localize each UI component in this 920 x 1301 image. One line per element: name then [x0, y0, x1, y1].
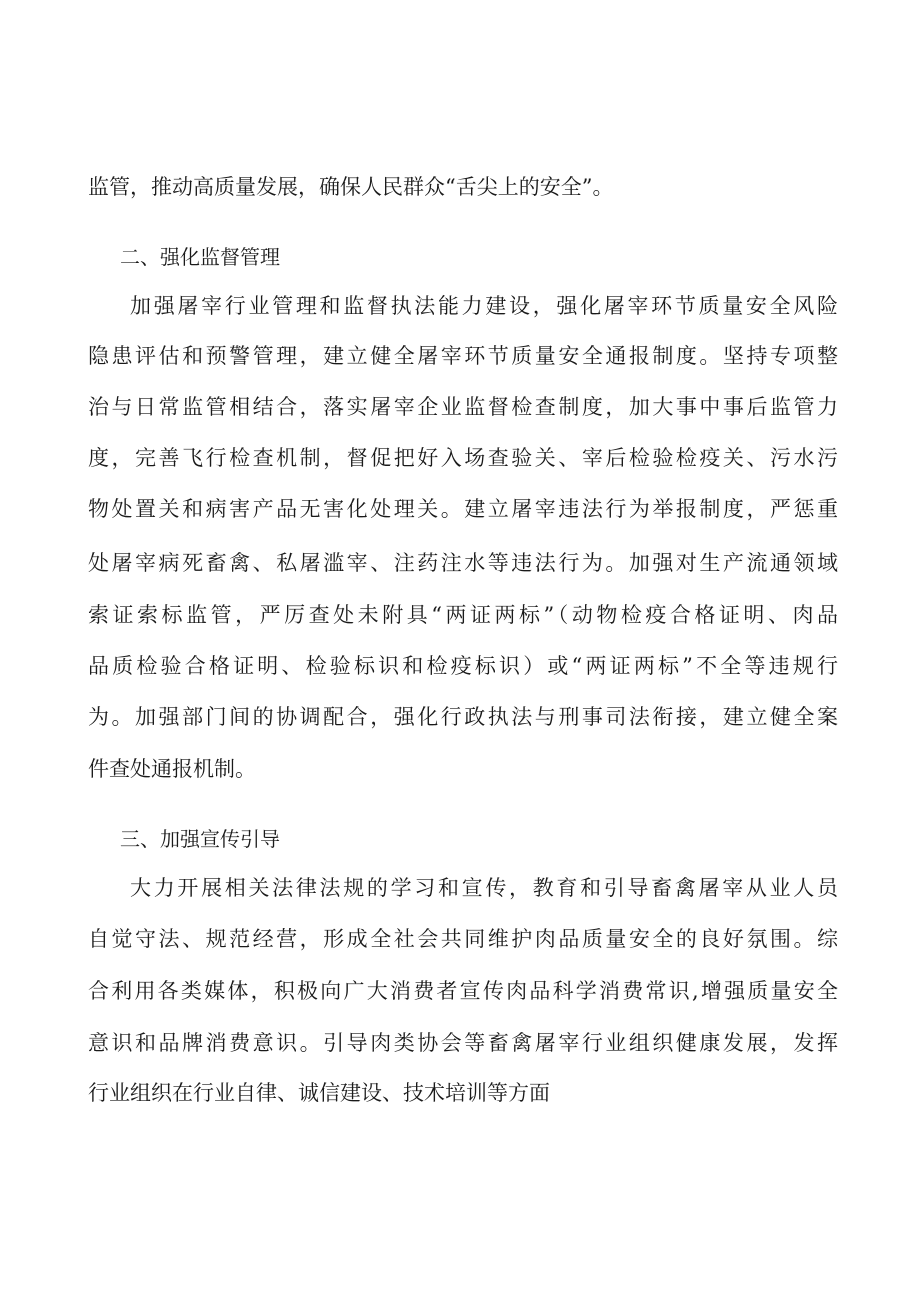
section-heading-2: 二、强化监督管理: [120, 245, 280, 269]
paragraph-line: 隐患评估和预警管理，建立健全屠宰环节质量安全通报制度。坚持专项整: [88, 344, 838, 368]
paragraph-line: 物处置关和病害产品无害化处理关。建立屠宰违法行为举报制度，严惩重: [88, 497, 838, 521]
paragraph-continuation-line: 监管，推动高质量发展，确保人民群众“舌尖上的安全”。: [88, 175, 614, 199]
paragraph-line: 大力开展相关法律法规的学习和宣传，教育和引导畜禽屠宰从业人员: [130, 876, 838, 900]
paragraph-line: 自觉守法、规范经营，形成全社会共同维护肉品质量安全的良好氛围。综: [88, 927, 838, 951]
paragraph-line: 治与日常监管相结合，落实屠宰企业监督检查制度，加大事中事后监管力: [88, 395, 838, 419]
paragraph-last-line: 行业组织在行业自律、诚信建设、技术培训等方面: [88, 1081, 550, 1105]
paragraph-last-line: 件查处通报机制。: [88, 757, 256, 781]
paragraph-line: 为。加强部门间的协调配合，强化行政执法与刑事司法衔接，建立健全案: [88, 705, 838, 729]
paragraph-line: 品质检验合格证明、检验标识和检疫标识）或“两证两标”不全等违规行: [88, 654, 838, 678]
paragraph-line: 意识和品牌消费意识。引导肉类协会等畜禽屠宰行业组织健康发展，发挥: [88, 1031, 838, 1055]
paragraph-line: 加强屠宰行业管理和监督执法能力建设，强化屠宰环节质量安全风险: [130, 294, 838, 318]
paragraph-line: 合利用各类媒体，积极向广大消费者宣传肉品科学消费常识,增强质量安全: [88, 979, 838, 1003]
paragraph-line: 处屠宰病死畜禽、私屠滥宰、注药注水等违法行为。加强对生产流通领域: [88, 551, 838, 575]
section-heading-3: 三、加强宣传引导: [120, 827, 280, 851]
paragraph-line: 索证索标监管，严厉查处未附具“两证两标”（动物检疫合格证明、肉品: [88, 603, 838, 627]
paragraph-line: 度，完善飞行检查机制，督促把好入场查验关、宰后检验检疫关、污水污: [88, 446, 838, 470]
